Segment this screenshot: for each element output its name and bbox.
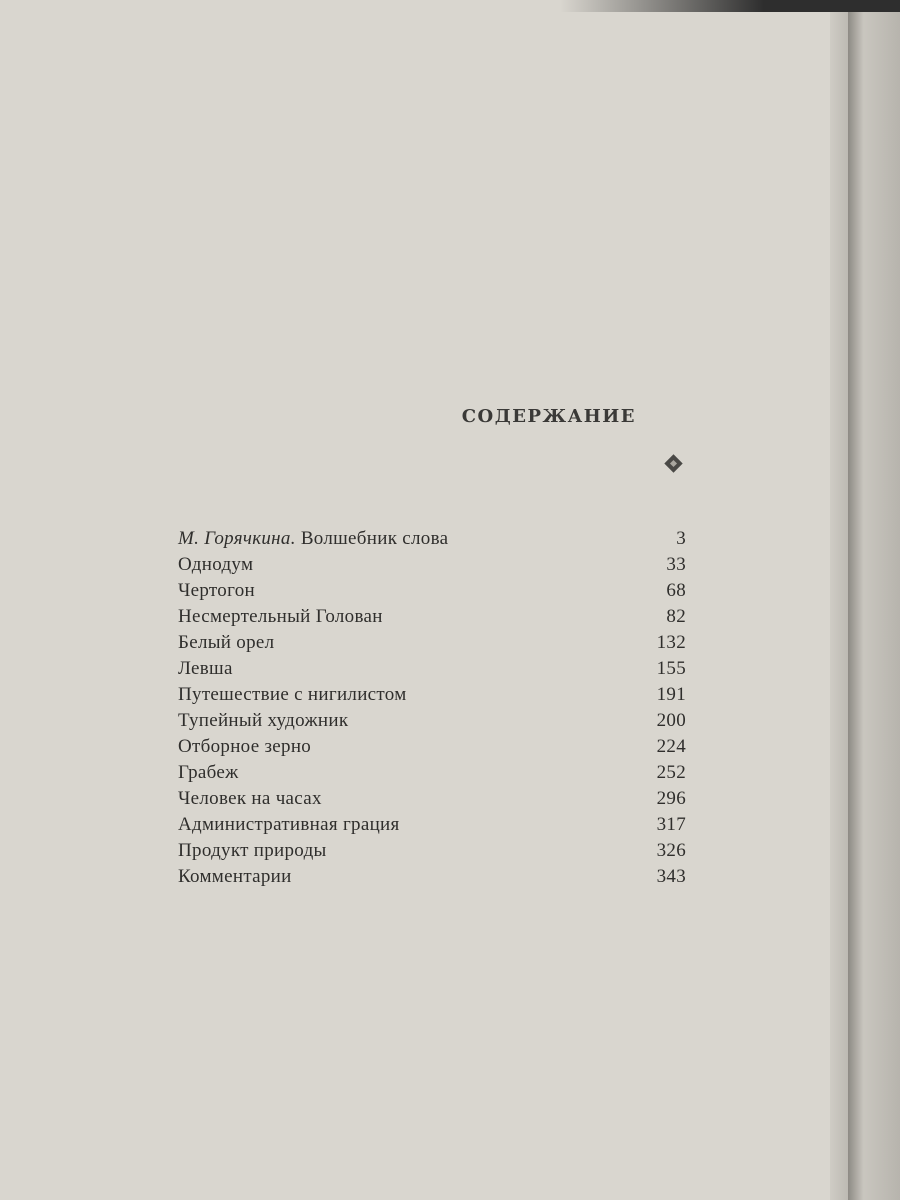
toc-entry-page: 132 — [656, 632, 686, 653]
toc-entry-page: 68 — [666, 580, 686, 601]
toc-entry-page: 3 — [676, 528, 686, 549]
toc-entry-page: 296 — [656, 788, 686, 809]
toc-entry-page: 252 — [656, 762, 686, 783]
toc-entry-title: Грабеж — [178, 762, 239, 783]
toc-entry — [178, 554, 686, 580]
toc-entry — [178, 684, 686, 710]
toc-entry-page: 191 — [656, 684, 686, 705]
toc-entry-title: Человек на часах — [178, 788, 322, 809]
toc-entry-title: Отборное зерно — [178, 736, 312, 757]
toc-entry-title: Чертогон — [178, 580, 255, 601]
page-edge — [830, 0, 848, 1200]
toc-entry — [178, 840, 686, 866]
toc-entry-title: Комментарии — [178, 866, 292, 887]
toc-entry-title: Тупейный художник — [178, 710, 349, 731]
next-page-edge — [848, 0, 900, 1200]
toc-entry-title: Левша — [178, 658, 233, 679]
toc-entry — [178, 736, 686, 762]
toc-entry — [178, 788, 686, 814]
toc-entry — [178, 866, 686, 892]
toc-entry-title: Продукт природы — [178, 840, 327, 861]
toc-entry-page: 200 — [656, 710, 686, 731]
toc-entry-title: Административная грация — [178, 814, 400, 835]
table-of-contents — [178, 528, 686, 892]
toc-entry-page: 326 — [656, 840, 686, 861]
top-shadow — [560, 0, 900, 12]
toc-entry-title: Однодум — [178, 554, 254, 575]
toc-entry — [178, 606, 686, 632]
toc-entry-page: 33 — [666, 554, 686, 575]
toc-entry-title: Белый орел — [178, 632, 275, 653]
toc-entry-title: Путешествие с нигилистом — [178, 684, 407, 705]
toc-entry-page: 82 — [666, 606, 686, 627]
toc-entry — [178, 762, 686, 788]
toc-entry-author: М. Горячкина. — [178, 528, 296, 549]
toc-entry-title — [178, 528, 448, 550]
toc-entry — [178, 814, 686, 840]
toc-entry-title-text: Волшебник слова — [300, 528, 449, 549]
toc-entry-page: 224 — [656, 736, 686, 757]
toc-entry-page: 317 — [656, 814, 686, 835]
toc-entry — [178, 580, 686, 606]
toc-entry — [178, 710, 686, 736]
diamond-ornament-icon — [664, 454, 682, 472]
toc-entry — [178, 658, 686, 684]
toc-entry — [178, 528, 686, 554]
toc-entry-title: Несмертельный Голован — [178, 606, 383, 627]
contents-heading: СОДЕРЖАНИЕ — [461, 406, 636, 427]
toc-entry-page: 155 — [656, 658, 686, 679]
toc-entry-page: 343 — [656, 866, 686, 887]
toc-entry — [178, 632, 686, 658]
